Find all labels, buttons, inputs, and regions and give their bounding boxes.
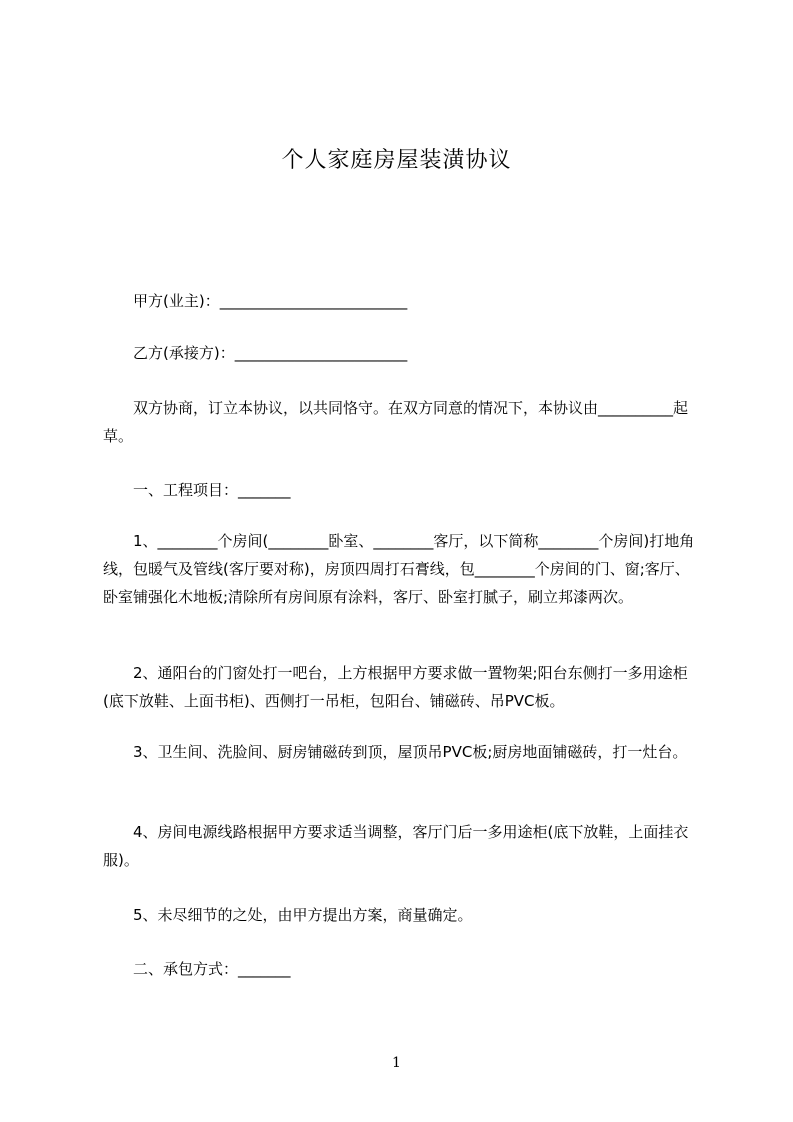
page-number: 1: [392, 1055, 401, 1071]
section-2-heading: 二、承包方式：_______: [103, 960, 291, 978]
item-3-paragraph: 3、卫生间、洗脸间、厨房铺磁砖到顶，屋顶吊PVC板;厨房地面铺磁砖，打一灶台。: [103, 743, 688, 761]
item-1-paragraph: 1、________个房间(________卧室、________客厅，以下简称________个房间)打地角线，包暖气及管线(客厅要对称)，房顶四周打石膏线，包________个房间的门、窗;客厅、卧室铺强化木地板;清除所有房间原有涂料，客厅、卧室打腻子，刷立邦漆两次。: [103, 532, 695, 606]
item-5-paragraph: 5、未尽细节的之处，由甲方提出方案，商量确定。: [103, 906, 473, 924]
intro-paragraph: 双方协商，订立本协议，以共同恪守。在双方同意的情况下，本协议由__________起草。: [103, 399, 689, 445]
section-1-heading: 一、工程项目：_______: [103, 481, 291, 499]
party-b-line: 乙方(承接方)：_______________________: [103, 344, 408, 362]
party-a-line: 甲方(业主)：_________________________: [103, 292, 408, 310]
item-4-paragraph: 4、房间电源线路根据甲方要求适当调整，客厅门后一多用途柜(底下放鞋，上面挂衣服)。: [103, 823, 689, 869]
item-2-paragraph: 2、通阳台的门窗处打一吧台，上方根据甲方要求做一置物架;阳台东侧打一多用途柜(底下放鞋、上面书柜)、西侧打一吊柜，包阳台、铺磁砖、吊PVC板。: [103, 664, 688, 710]
document-title: 个人家庭房屋装潢协议: [281, 148, 512, 173]
